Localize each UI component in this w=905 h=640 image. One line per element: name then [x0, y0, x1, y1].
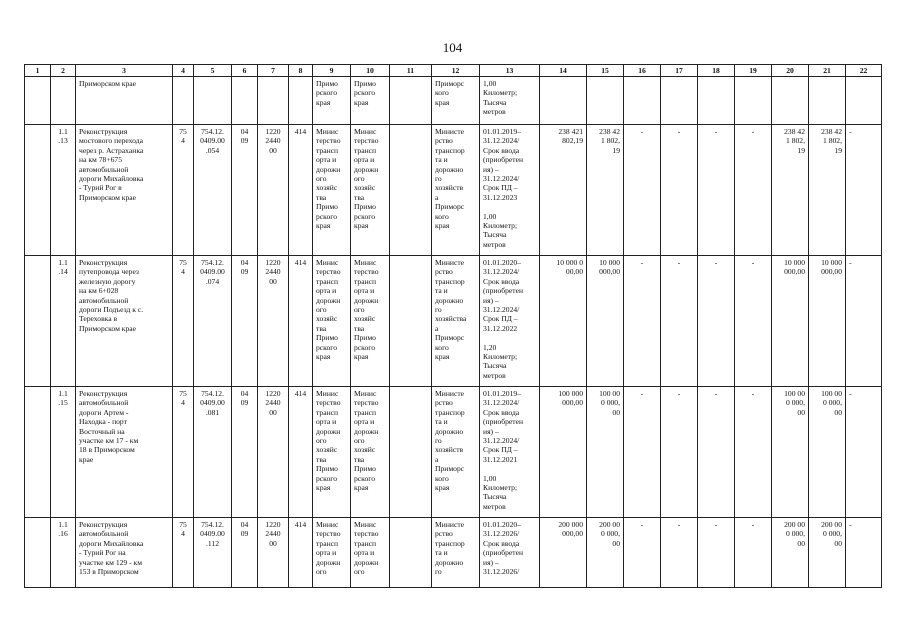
column-header: 18: [698, 65, 735, 77]
table-cell: 200 00 0 000, 00: [587, 518, 624, 588]
table-cell: [25, 387, 51, 518]
table-cell: -: [846, 256, 882, 387]
table-cell: 10 000 000,00: [587, 256, 624, 387]
table-cell: [390, 77, 432, 125]
table-cell: 754.12. 0409.00 .074: [194, 256, 232, 387]
table-cell: 100 00 0 000, 00: [587, 387, 624, 518]
table-cell: [846, 77, 882, 125]
table-cell: [232, 77, 258, 125]
table-cell: [390, 387, 432, 518]
table-row: [25, 518, 882, 588]
table-cell: [289, 77, 313, 125]
column-header: 21: [809, 65, 846, 77]
table-cell: 1.1 .15: [51, 387, 76, 518]
table-cell: Реконструкция путепровода через железную дорогу на км 6+028 автомобильной дороги Подъезд к с. Тереховка в Приморском крае: [76, 256, 173, 387]
table-cell: -: [661, 518, 698, 588]
column-header: 19: [735, 65, 772, 77]
table-cell: Минис терство трансп орта и дорожн ого хозяйс тва Примо рского края: [351, 387, 390, 518]
table-cell: [772, 77, 809, 125]
table-cell: [809, 77, 846, 125]
table-cell: 04 09: [232, 256, 258, 387]
table-cell: 01.01.2019– 31.12.2024/ Срок ввода (приобретен ия) – 31.12.2024/ Срок ПД – 31.12.2023 1,00 Километр; Тысяча метров: [480, 125, 540, 256]
table-cell: 01.01.2020– 31.12.2026/ Срок ввода (приобретен ия) – 31.12.2026/: [480, 518, 540, 588]
column-header: 7: [258, 65, 289, 77]
table-cell: 10 000 000,00: [772, 256, 809, 387]
table-cell: 01.01.2020– 31.12.2024/ Срок ввода (приобретен ия) – 31.12.2024/ Срок ПД – 31.12.2022 1,20 Километр; Тысяча метров: [480, 256, 540, 387]
table-cell: 200 00 0 000, 00: [809, 518, 846, 588]
table-cell: 1220 2440 00: [258, 518, 289, 588]
table-cell: 04 09: [232, 125, 258, 256]
table-cell: Минис терство трансп орта и дорожн ого хозяйс тва Примо рского края: [313, 256, 351, 387]
table-cell: 75 4: [173, 518, 194, 588]
table-cell: 75 4: [173, 125, 194, 256]
table-cell: -: [846, 125, 882, 256]
table-row: [25, 256, 882, 387]
table-cell: [194, 77, 232, 125]
table-cell: [390, 125, 432, 256]
investment-table: [24, 64, 882, 588]
table-cell: 754.12. 0409.00 .112: [194, 518, 232, 588]
table-cell: Приморс кого края: [432, 77, 480, 125]
table-cell: -: [661, 256, 698, 387]
column-header: 1: [25, 65, 51, 77]
table-cell: [661, 77, 698, 125]
table-cell: Министе рство транспор та и дорожно го хозяйств а Приморс кого края: [432, 125, 480, 256]
column-header: 15: [587, 65, 624, 77]
table-cell: -: [846, 387, 882, 518]
column-header: 10: [351, 65, 390, 77]
table-cell: -: [698, 125, 735, 256]
table-cell: 414: [289, 256, 313, 387]
table-cell: [540, 77, 587, 125]
table-cell: 10 000 0 00,00: [540, 256, 587, 387]
table-cell: 04 09: [232, 387, 258, 518]
table-cell: [173, 77, 194, 125]
table-cell: Минис терство трансп орта и дорожн ого: [351, 518, 390, 588]
column-header: 9: [313, 65, 351, 77]
table-header-row: [25, 65, 882, 77]
column-header: 8: [289, 65, 313, 77]
column-header: 17: [661, 65, 698, 77]
table-cell: Министе рство транспор та и дорожно го хозяйства а Приморс кого края: [432, 256, 480, 387]
table-cell: -: [698, 387, 735, 518]
table-cell: 238 42 1 802, 19: [809, 125, 846, 256]
table-cell: Реконструкция автомобильной дороги Михайловка - Турий Рог на участке км 129 - км 153 в Приморском: [76, 518, 173, 588]
column-header: 14: [540, 65, 587, 77]
table-cell: 75 4: [173, 387, 194, 518]
table-cell: 754.12. 0409.00 .081: [194, 387, 232, 518]
column-header: 4: [173, 65, 194, 77]
table-cell: 414: [289, 387, 313, 518]
table-row: [25, 125, 882, 256]
table-cell: -: [735, 518, 772, 588]
column-header: 3: [76, 65, 173, 77]
table-cell: -: [735, 256, 772, 387]
table-cell: 414: [289, 518, 313, 588]
column-header: 22: [846, 65, 882, 77]
page-number: 104: [442, 40, 463, 55]
table-cell: 1.1 .16: [51, 518, 76, 588]
table-cell: [25, 256, 51, 387]
table-cell: -: [624, 387, 661, 518]
table-cell: Приморском крае: [76, 77, 173, 125]
table-cell: -: [661, 125, 698, 256]
table-row: [25, 77, 882, 125]
table-cell: [735, 77, 772, 125]
table-cell: 75 4: [173, 256, 194, 387]
table-cell: [587, 77, 624, 125]
table-cell: 10 000 000,00: [809, 256, 846, 387]
table-cell: Минис терство трансп орта и дорожн ого хозяйс тва Примо рского края: [351, 256, 390, 387]
table-cell: Министе рство транспор та и дорожно го: [432, 518, 480, 588]
table-cell: Минис терство трансп орта и дорожн ого хозяйс тва Примо рского края: [313, 387, 351, 518]
table-cell: 238 421 802,19: [540, 125, 587, 256]
table-cell: Примо рского края: [313, 77, 351, 125]
table-cell: [51, 77, 76, 125]
table-cell: Министе рство транспор та и дорожно го хозяйств а Приморс кого края: [432, 387, 480, 518]
table-cell: 1220 2440 00: [258, 387, 289, 518]
table-cell: [25, 518, 51, 588]
table-cell: 100 00 0 000, 00: [809, 387, 846, 518]
table-cell: -: [624, 256, 661, 387]
table-cell: [25, 125, 51, 256]
table-cell: 414: [289, 125, 313, 256]
column-header: 6: [232, 65, 258, 77]
table-cell: 200 00 0 000, 00: [772, 518, 809, 588]
table-cell: Реконструкция мостового перехода через р. Астраханка на км 78+675 автомобильной дороги Михайловка - Турий Рог в Приморском крае: [76, 125, 173, 256]
table-cell: 1,00 Километр; Тысяча метров: [480, 77, 540, 125]
table-cell: [624, 77, 661, 125]
column-header: 2: [51, 65, 76, 77]
table-cell: 1.1 .13: [51, 125, 76, 256]
table-cell: 100 000 000,00: [540, 387, 587, 518]
table-cell: Примо рского края: [351, 77, 390, 125]
table-cell: -: [846, 518, 882, 588]
table-cell: Минис терство трансп орта и дорожн ого хозяйс тва Примо рского края: [313, 125, 351, 256]
table-cell: 1.1 .14: [51, 256, 76, 387]
column-header: 13: [480, 65, 540, 77]
table-cell: 04 09: [232, 518, 258, 588]
table-cell: 1220 2440 00: [258, 256, 289, 387]
table-cell: 238 42 1 802, 19: [587, 125, 624, 256]
table-cell: -: [661, 387, 698, 518]
table-cell: -: [624, 518, 661, 588]
column-header: 12: [432, 65, 480, 77]
table-cell: Минис терство трансп орта и дорожн ого хозяйс тва Примо рского края: [351, 125, 390, 256]
column-header: 5: [194, 65, 232, 77]
column-header: 16: [624, 65, 661, 77]
table-cell: 200 000 000,00: [540, 518, 587, 588]
table-cell: [25, 77, 51, 125]
table-cell: -: [698, 256, 735, 387]
table-row: [25, 387, 882, 518]
table-cell: -: [698, 518, 735, 588]
column-header: 20: [772, 65, 809, 77]
table-cell: 754.12. 0409.00 .054: [194, 125, 232, 256]
column-header: 11: [390, 65, 432, 77]
table-cell: Реконструкция автомобильной дороги Артем - Находка - порт Восточный на участке км 17 - км 18 в Приморском крае: [76, 387, 173, 518]
table-cell: [390, 518, 432, 588]
table-cell: -: [624, 125, 661, 256]
table-cell: 01.01.2019– 31.12.2024/ Срок ввода (приобретен ия) – 31.12.2024/ Срок ПД – 31.12.2021 1,00 Километр; Тысяча метров: [480, 387, 540, 518]
table-cell: 238 42 1 802, 19: [772, 125, 809, 256]
table-cell: -: [735, 125, 772, 256]
table-cell: [698, 77, 735, 125]
table-cell: Минис терство трансп орта и дорожн ого: [313, 518, 351, 588]
table-cell: [390, 256, 432, 387]
table-cell: 1220 2440 00: [258, 125, 289, 256]
table-cell: [258, 77, 289, 125]
table-cell: 100 00 0 000, 00: [772, 387, 809, 518]
table-cell: -: [735, 387, 772, 518]
